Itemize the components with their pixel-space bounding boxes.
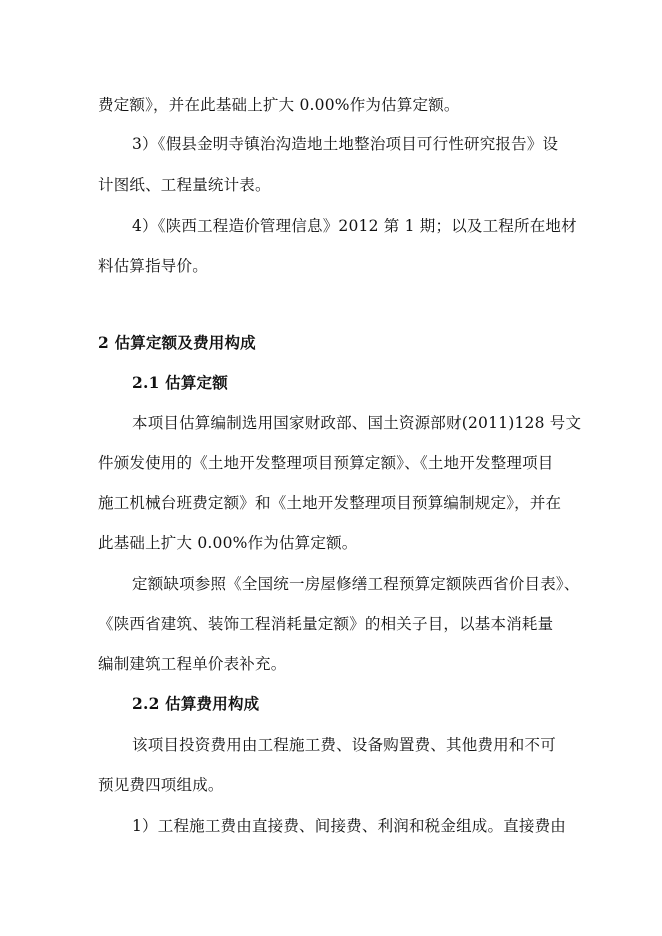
list-item-4-line: 料估算指导价。 [98,257,208,275]
list-item-3-line: 3）《假县金明寺镇治沟造地土地整治项目可行性研究报告》设 [132,135,559,153]
list-item-3-line: 计图纸、工程量统计表。 [98,176,271,194]
paragraph-line: 施工机械台班费定额》和《土地开发整理项目预算编制规定》，并在 [98,494,562,512]
intro-line: 费定额》，并在此基础上扩大 0.00%作为估算定额。 [98,96,460,114]
subsection-heading: 2.2 估算费用构成 [132,694,260,713]
paragraph-line: 预见费四项组成。 [98,776,224,794]
subsection-heading: 2.1 估算定额 [132,373,228,392]
paragraph-line: 《陕西省建筑、装饰工程消耗量定额》的相关子目，以基本消耗量 [98,615,554,633]
paragraph-line: 本项目估算编制选用国家财政部、国土资源部财(2011)128 号文 [132,414,582,432]
paragraph-line: 件颁发使用的《土地开发整理项目预算定额》、《土地开发整理项目 [98,454,554,472]
section-heading: 2 估算定额及费用构成 [98,333,256,352]
paragraph-line: 此基础上扩大 0.00%作为估算定额。 [98,534,358,552]
paragraph-line: 定额缺项参照《全国统一房屋修缮工程预算定额陕西省价目表》、 [132,575,580,593]
paragraph-line: 编制建筑工程单价表补充。 [98,655,287,673]
list-item-1-line: 1）工程施工费由直接费、间接费、利润和税金组成。直接费由 [132,817,566,835]
list-item-4-line: 4）《陕西工程造价管理信息》2012 第 1 期；以及工程所在地材 [132,217,577,235]
paragraph-line: 该项目投资费用由工程施工费、设备购置费、其他费用和不可 [132,736,556,754]
